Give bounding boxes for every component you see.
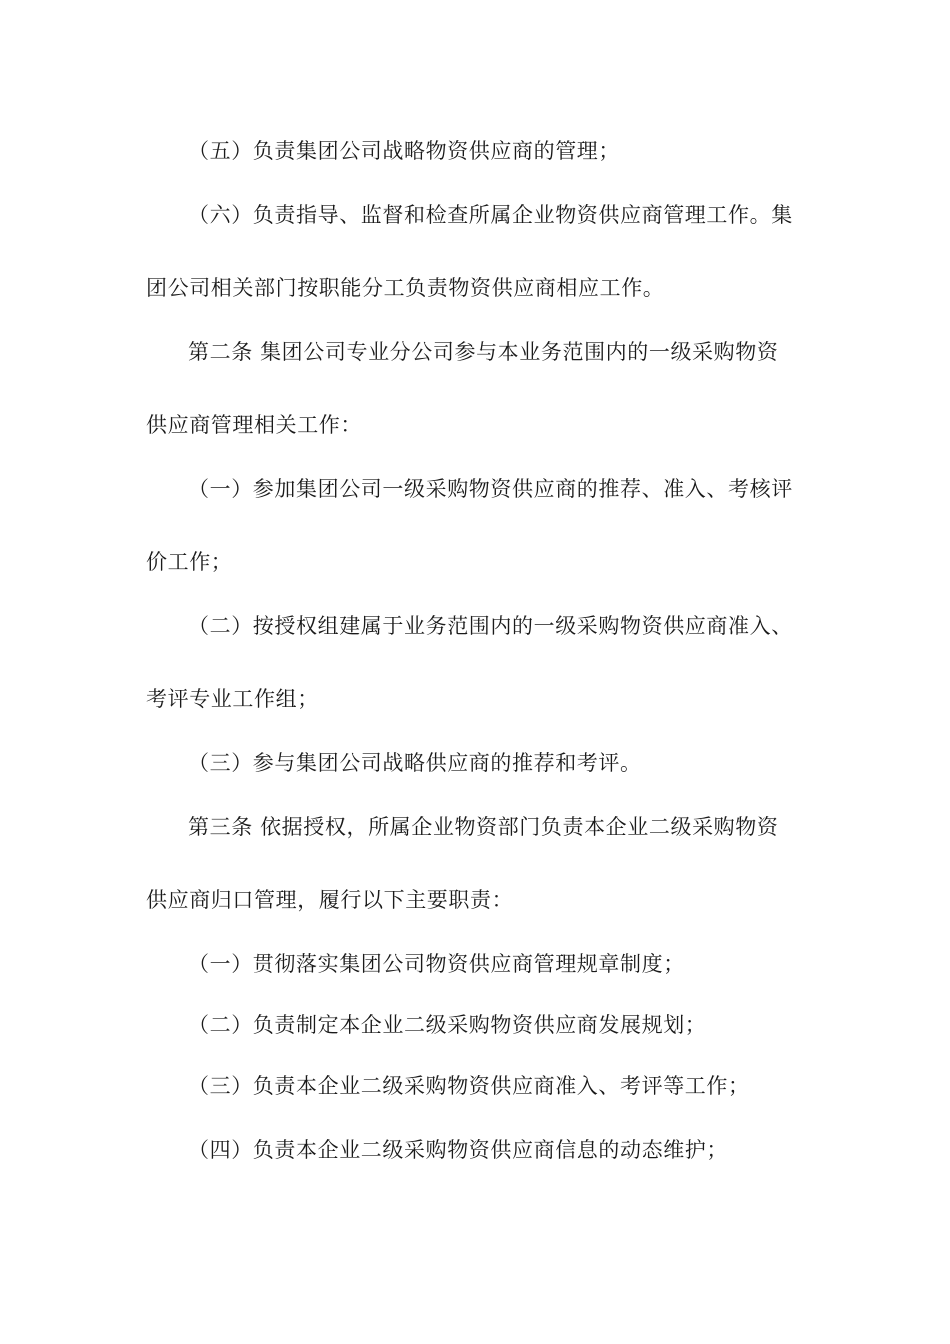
text-line: （二）按授权组建属于业务范围内的一级采购物资供应商准入、: [188, 614, 793, 638]
text-line: （一）参加集团公司一级采购物资供应商的推荐、准入、考核评: [188, 477, 793, 501]
text-line: （二）负责制定本企业二级采购物资供应商发展规划；: [188, 1013, 707, 1037]
text-line: （五）负责集团公司战略物资供应商的管理；: [188, 139, 620, 163]
text-line: 供应商归口管理，履行以下主要职责：: [146, 888, 514, 912]
text-line: 第三条 依据授权，所属企业物资部门负责本企业二级采购物资: [188, 815, 779, 839]
text-line: （三）负责本企业二级采购物资供应商准入、考评等工作；: [188, 1074, 750, 1098]
text-line: 团公司相关部门按职能分工负责物资供应商相应工作。: [146, 276, 665, 300]
text-line: （六）负责指导、监督和检查所属企业物资供应商管理工作。集: [188, 203, 793, 227]
text-line: 考评专业工作组；: [146, 687, 319, 711]
text-line: 供应商管理相关工作：: [146, 413, 362, 437]
text-line: （四）负责本企业二级采购物资供应商信息的动态维护；: [188, 1138, 728, 1162]
text-line: （三）参与集团公司战略供应商的推荐和考评。: [188, 751, 642, 775]
text-line: 价工作；: [146, 550, 233, 574]
text-line: （一）贯彻落实集团公司物资供应商管理规章制度；: [188, 952, 685, 976]
text-line: 第二条 集团公司专业分公司参与本业务范围内的一级采购物资: [188, 340, 779, 364]
